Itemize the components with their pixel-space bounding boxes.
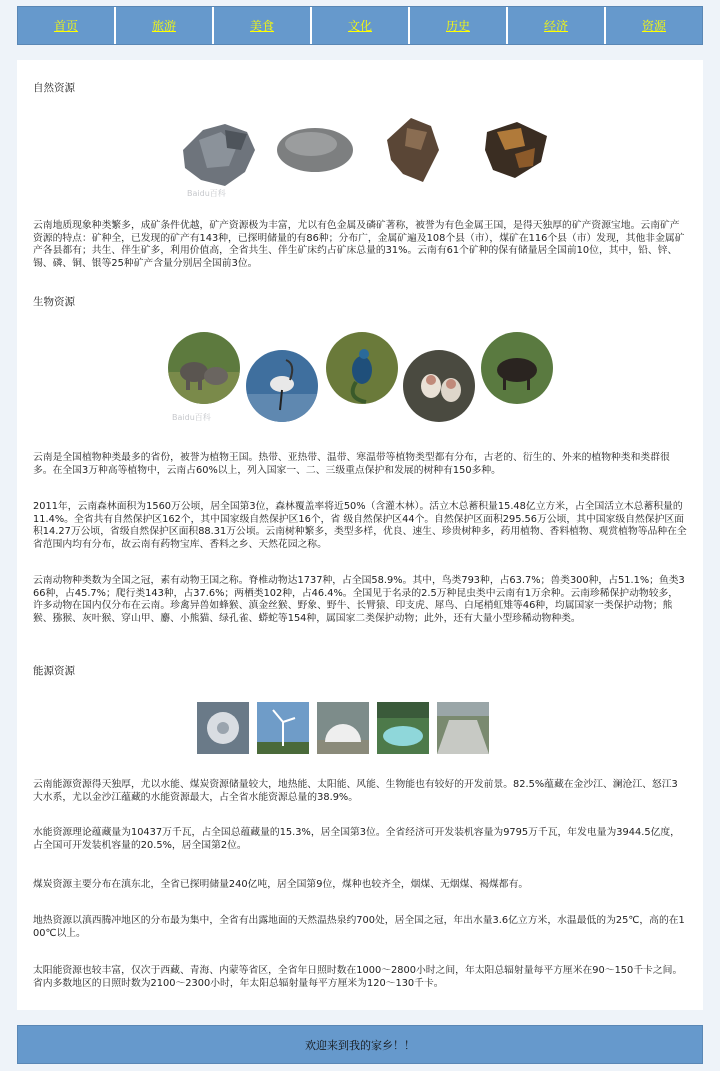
mineral-image-1 xyxy=(183,124,255,186)
main-content xyxy=(17,60,703,1010)
nav-home[interactable]: 首页 xyxy=(18,7,116,44)
para-bio-1: 云南是全国植物种类最多的省份，被誉为植物王国。热带、亚热带、温带、寒温带等植物类型都有分布，古老的、衍生的、外来的植物种类和类群很多。在全国3万种高等植物中，云南占60%以上，列入国家一、二、三级重点保护和发展的树种有150多种。 xyxy=(33,452,670,476)
mineral-watermark: Baidu百科 xyxy=(187,189,226,198)
nav-culture[interactable]: 文化 xyxy=(312,7,410,44)
elephant-image xyxy=(168,332,240,404)
para-bio-2: 2011年，云南森林面积为1560万公顷，居全国第3位，森林覆盖率将近50%（含灌木林）。活立木总蓄积量15.48亿立方米，占全国活立木总蓄积量的11.4%。全省共有自然保护区162个，其中国家级自然保护区16个，省 级自然保护区44个。自然保护区面积295.56万公顷，其中国家级自然保护区面积14.27万公顷，省级自然保护区面积88.31万公顷。云南树种繁多，类型多样，优良、速生、珍贵树种多，药用植物、香料植物、观赏植物等品种在全省范围内均有分布，故云南有药物宝库、香料之乡、天然花园之称。 xyxy=(33,501,687,550)
hot-spring-image xyxy=(377,702,429,754)
mineral-image-2 xyxy=(277,128,353,172)
para-energy-2: 水能资源理论蕴藏量为10437万千瓦，占全国总蕴藏量的15.3%，居全国第3位。全省经济可开发装机容量为9795万千瓦，年发电量为3944.5亿度，占全国可开发装机容量的20.5%，居全国第2位。 xyxy=(33,827,680,851)
dam-image xyxy=(437,702,489,754)
nav-history[interactable]: 历史 xyxy=(410,7,508,44)
para-energy-5: 太阳能资源也较丰富，仅次于西藏、青海、内蒙等省区，全省年日照时数在1000～2800小时之间，年太阳总辐射量每平方厘米在90～150千卡之间。省内多数地区的日照时数为2100～2300小时，年太阳总辐射量每平方厘米为120～130千卡。 xyxy=(33,965,683,989)
para-energy-1: 云南能源资源得天独厚，尤以水能、煤炭资源储量较大，地热能、太阳能、风能、生物能也有较好的开发前景。82.5%蕴藏在金沙江、澜沧江、怒江3大水系，尤以金沙江蕴藏的水能资源最大，占全省水能资源总量的38.9%。 xyxy=(33,779,678,803)
nav-resources[interactable]: 资源 xyxy=(641,19,666,33)
wind-turbine-image xyxy=(257,702,309,754)
top-nav xyxy=(17,6,703,45)
bio-watermark: Baidu百科 xyxy=(172,413,211,422)
mineral-image-4 xyxy=(485,122,547,178)
bison-image xyxy=(481,332,553,404)
para-energy-3: 煤炭资源主要分布在滇东北，全省已探明储量240亿吨，居全国第9位，煤种也较齐全，烟煤、无烟煤、褐煤都有。 xyxy=(33,879,529,890)
crane-image xyxy=(246,350,318,422)
solar-dish-image xyxy=(197,702,249,754)
mineral-image-3 xyxy=(387,118,439,182)
footer: 欢迎来到我的家乡！！ xyxy=(17,1025,703,1064)
monkey-image xyxy=(403,350,475,422)
nav-food[interactable]: 美食 xyxy=(214,7,312,44)
biogas-dome-image xyxy=(317,702,369,754)
mineral-images xyxy=(175,110,555,200)
nav-economy[interactable]: 经济 xyxy=(508,7,606,44)
peacock-image xyxy=(326,332,398,404)
para-natural: 云南地质现象种类繁多，成矿条件优越，矿产资源极为丰富，尤以有色金属及磷矿著称，被誉为有色金属王国，是得天独厚的矿产资源宝地。云南矿产资源的特点：矿种全，已发现的矿产有143种，已探明储量的有86种；分布广，金属矿遍及108个县（市），煤矿在116个县（市）发现，其他非金属矿产各县都有；共生、伴生矿多，利用价值高，全省共生、伴生矿床约占矿床总量的31%。云南有61个矿种的保有储量居全国前10位，其中，铅、锌、锡、磷、铜、银等25种矿产含量分别居全国前3位。 xyxy=(33,220,685,269)
para-energy-4: 地热资源以滇西腾冲地区的分布最为集中，全省有出露地面的天然温热泉约700处，居全国之冠，年出水量3.6亿立方米，水温最低的为25℃，高的在100℃以上。 xyxy=(33,915,685,939)
nav-travel[interactable]: 旅游 xyxy=(116,7,214,44)
para-bio-3: 云南动物种类数为全国之冠，素有动物王国之称。脊椎动物达1737种，占全国58.9%。其中，鸟类793种，占63.7%；兽类300种，占51.1%；鱼类366种，占45.7%；爬行类143种，占37.6%；两栖类102种，占46.4%。全国见于名录的2.5万种昆虫类中云南有1万余种。云南珍稀保护动物较多，许多动物在国内仅分布在云南。珍禽异兽如蜂猴、滇金丝猴、野象、野牛、长臂猿、印支虎、犀鸟、白尾梢虹雉等46种，均属国家一类保护动物；熊猴、猕猴、灰叶猴、穿山甲、麝、小熊猫、绿孔雀、蟒蛇等154种，属国家二类保护动物；此外，还有大量小型珍稀动物种类。 xyxy=(33,575,685,624)
heading-natural: 自然资源 xyxy=(33,82,75,94)
heading-energy: 能源资源 xyxy=(33,665,75,677)
heading-bio: 生物资源 xyxy=(33,296,75,308)
